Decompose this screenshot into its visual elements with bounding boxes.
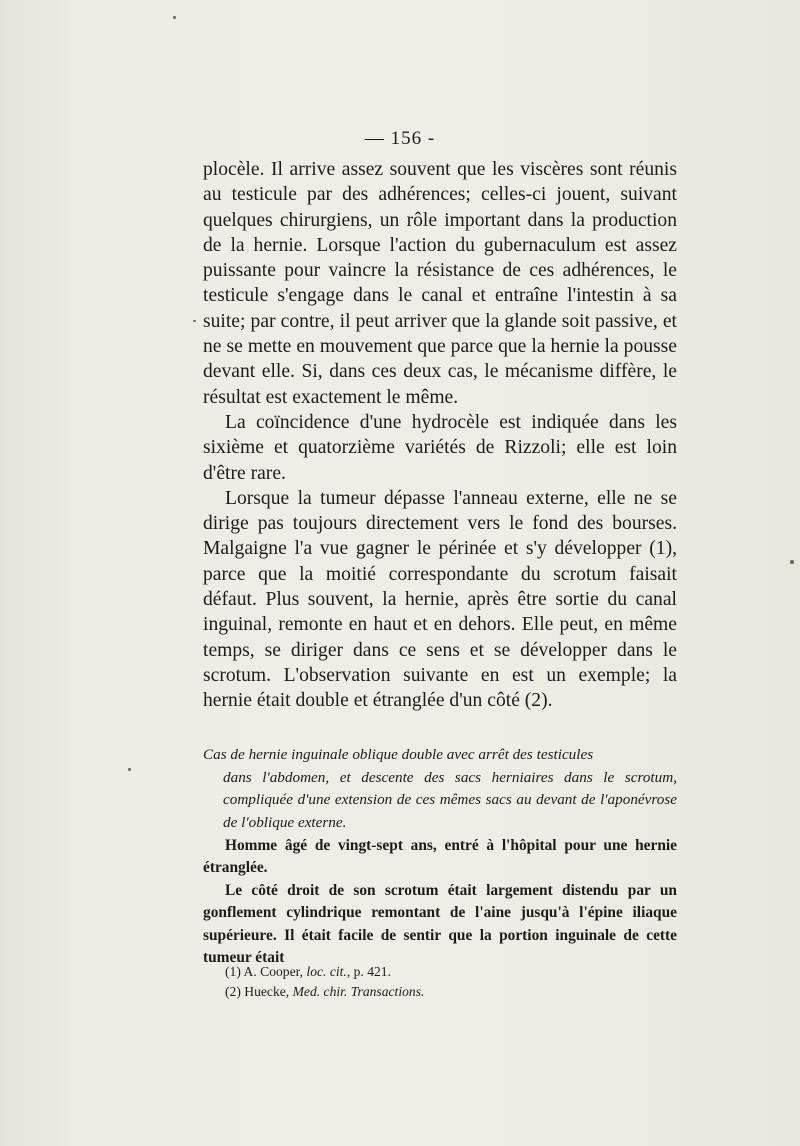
paragraph-2: La coïncidence d'une hydrocèle est indiquée dans les sixième et quatorzième variétés de Rizzoli; elle est loin d'être rare. <box>203 411 677 484</box>
paper-speck <box>790 560 794 564</box>
paper-speck <box>193 320 196 322</box>
footnote-1-author: A. Cooper, <box>243 964 304 979</box>
paper-speck <box>173 16 176 19</box>
footnotes <box>225 962 675 1002</box>
case-heading-continuation: dans l'abdomen, et descente des sacs herniaires dans le scrotum, compliquée d'une extension de ces mêmes sacs au devant de l'aponévrose de l'oblique externe. <box>223 768 677 831</box>
paragraph-3: Lorsque la tumeur dépasse l'anneau externe, elle ne se dirige pas toujours directement vers le fond des bourses. Malgaigne l'a vue gagner le périnée et s'y développer (1), parce que la moitié correspondante du scrotum faisait défaut. Plus souvent, la hernie, après être sortie du canal inguinal, remonte en haut et en dehors. Elle peut, en même temps, se diriger dans ce sens et se développer dans le scrotum. L'observation suivante en est un exemple; la hernie était double et étranglée d'un côté (2). <box>203 487 677 712</box>
observation-paragraph-2: Le côté droit de son scrotum était largement distendu par un gonflement cylindrique remontant de l'aine jusqu'à l'épine iliaque supérieure. Il était facile de sentir que la portion inguinale de cette tumeur était <box>203 881 677 967</box>
paper-speck <box>128 768 131 771</box>
observation-text <box>203 835 677 969</box>
paragraph-1: plocèle. Il arrive assez souvent que les viscères sont réunis au testicule par des adhérences; celles-ci jouent, suivant quelques chirurgiens, un rôle important dans la production de la hernie. Lorsque l'action du gubernaculum est assez puissante pour vaincre la résistance de ces adhérences, le testicule s'engage dans le canal et entraîne l'intestin à sa suite; par contre, il peut arriver que la glande soit passive, et ne se mette en mouvement que parce que la hernie la pousse devant elle. Si, dans ces deux cas, le mécanisme diffère, le résultat est exactement le même. <box>203 159 677 408</box>
footnote-1-mark: (1) <box>225 964 241 979</box>
footnote-1-tail: , p. 421. <box>346 964 391 979</box>
footnote-2-ref: Med. chir. Transactions. <box>292 984 425 999</box>
footnote-2-mark: (2) <box>225 984 241 999</box>
footnote-2 <box>225 982 675 1002</box>
case-heading-first-line: Cas de hernie inguinale oblique double avec arrêt des testicules <box>203 746 594 763</box>
footnote-1-ref: loc. cit. <box>306 964 347 979</box>
observation-paragraph-1: Homme âgé de vingt-sept ans, entré à l'hôpital pour une hernie étranglée. <box>203 837 677 877</box>
page-number: — 156 - <box>364 128 436 149</box>
case-heading <box>203 744 677 834</box>
footnote-1 <box>225 962 675 982</box>
main-text <box>203 157 677 714</box>
footnote-2-author: Huecke, <box>244 984 290 999</box>
